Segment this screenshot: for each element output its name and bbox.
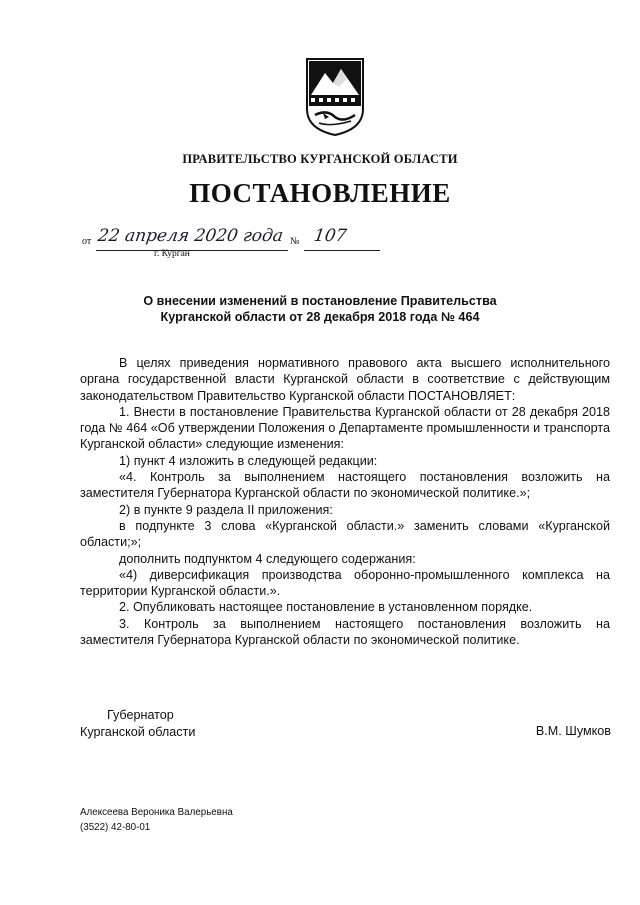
signatory-name: В.М. Шумков: [535, 724, 611, 738]
body-paragraph: в подпункте 3 слова «Курганской области.» заменить словами «Курганской области;»;: [80, 518, 610, 550]
date-and-number-line: [82, 228, 362, 264]
document-type-title: ПОСТАНОВЛЕНИЕ: [189, 178, 451, 208]
coat-of-arms-emblem: [303, 57, 367, 137]
executor-phone: (3522) 42-80-01: [80, 822, 151, 833]
body-paragraph: 1. Внести в постановление Правительства Курганской области от 28 декабря 2018 года № 464 «Об утверждении Положения о Департаменте промышленности и транспорта Курганской области» следующие изменения:: [80, 404, 610, 452]
government-name: ПРАВИТЕЛЬСТВО КУРГАНСКОЙ ОБЛАСТИ: [182, 152, 458, 166]
date-underline: [96, 250, 288, 251]
document-body: [80, 355, 610, 648]
number-label: №: [290, 236, 300, 247]
body-paragraph: дополнить подпунктом 4 следующего содержания:: [119, 551, 416, 566]
date-from-label: от: [82, 236, 92, 247]
signatory-title-line-1: Губернатор: [107, 708, 174, 722]
body-paragraph: 2. Опубликовать настоящее постановление в установленном порядке.: [119, 600, 533, 615]
body-paragraph: «4. Контроль за выполнением настоящего постановления возложить на заместителя Губернатора Курганской области по экономической политике.»;: [80, 470, 610, 501]
signatory-title-line-2: Курганской области: [80, 725, 196, 739]
body-paragraph: «4) диверсификация производства оборонно-промышленного комплекса на территории Курганской области.».: [80, 567, 610, 599]
city-label: г. Курган: [154, 249, 190, 259]
document-subject: [80, 293, 560, 325]
body-paragraph: 3. Контроль за выполнением настоящего постановления возложить на заместителя Губернатора Курганской области по экономической политике.: [80, 616, 610, 648]
body-paragraph: 2) в пункте 9 раздела II приложения:: [119, 502, 333, 517]
body-paragraph: В целях приведения нормативного правового акта высшего исполнительного органа государственной власти Курганской области в соответствие с действующим законодательством Правительство Курганской области ПОСТАНОВЛЯЕТ:: [80, 356, 610, 403]
number-underline: [304, 250, 380, 251]
signatory-title: [80, 707, 195, 741]
executor-name: Алексеева Вероника Валерьевна: [80, 807, 233, 818]
subject-line-2: Курганской области от 28 декабря 2018 года № 464: [160, 310, 480, 324]
body-paragraph: 1) пункт 4 изложить в следующей редакции:: [119, 453, 378, 468]
executor-info: [80, 805, 233, 835]
subject-line-1: О внесении изменений в постановление Правительства: [143, 294, 497, 308]
handwritten-date: 22 апреля 2020 года: [96, 226, 285, 246]
handwritten-number: 107: [312, 226, 348, 246]
